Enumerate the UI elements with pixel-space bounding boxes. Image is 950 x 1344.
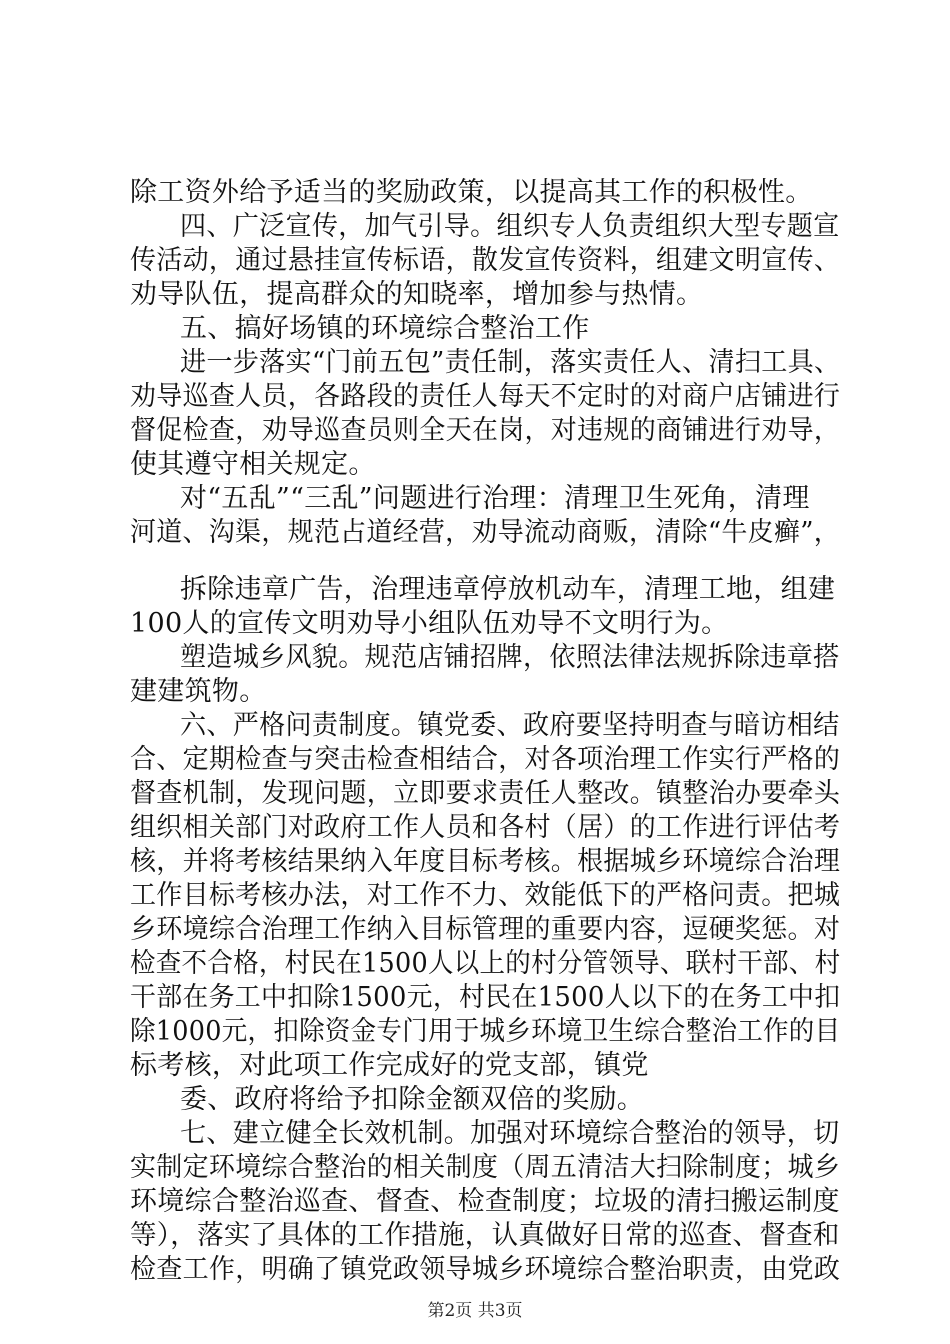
text-line: 实制定环境综合整治的相关制度（周五清洁大扫除制度；城乡	[130, 1152, 841, 1183]
text-line: 标考核，对此项工作完成好的党支部，镇党	[130, 1050, 649, 1081]
text-line: 检查工作，明确了镇党政领导城乡环境综合整治职责，由党政	[130, 1254, 841, 1285]
text-line: 劝导队伍，提高群众的知晓率，增加参与热情。	[130, 279, 704, 310]
text-line: 使其遵守相关规定。	[130, 449, 376, 480]
text-line: 传活动，通过悬挂宣传标语，散发宣传资料，组建文明宣传、	[130, 245, 841, 276]
text-line: 除1000元，扣除资金专门用于城乡环境卫生综合整治工作的目	[130, 1016, 841, 1047]
text-line: 对“五乱”“三乱”问题进行治理：清理卫生死角，清理	[180, 483, 810, 514]
text-line: 等），落实了具体的工作措施，认真做好日常的巡查、督查和	[130, 1220, 840, 1251]
text-line: 四、广泛宣传，加气引导。组织专人负责组织大型专题宣	[180, 211, 840, 242]
text-line: 检查不合格，村民在1500人以上的村分管领导、联村干部、村	[130, 948, 841, 979]
text-line: 进一步落实“门前五包”责任制，落实责任人、清扫工具、	[180, 347, 841, 378]
text-line: 除工资外给予适当的奖励政策，以提高其工作的积极性。	[130, 177, 813, 208]
text-line: 合、定期检查与突击检查相结合，对各项治理工作实行严格的	[130, 744, 841, 775]
text-line: 组织相关部门对政府工作人员和各村（居）的工作进行评估考	[130, 812, 841, 843]
text-line: 环境综合整治巡查、督查、检查制度；垃圾的清扫搬运制度	[130, 1186, 840, 1217]
text-line: 河道、沟渠，规范占道经营，劝导流动商贩，清除“牛皮癣”，	[130, 517, 841, 548]
text-line: 建建筑物。	[130, 676, 267, 707]
text-line: 督查机制，发现问题，立即要求责任人整改。镇整治办要牵头	[130, 778, 841, 809]
text-line: 拆除违章广告，治理违章停放机动车，清理工地，组建	[180, 574, 836, 605]
page-number-footer: 第2页 共3页	[427, 1301, 523, 1321]
text-line: 督促检查，劝导巡查员则全天在岗，对违规的商铺进行劝导，	[130, 415, 841, 446]
section-heading: 五、搞好场镇的环境综合整治工作	[180, 313, 590, 344]
text-line: 干部在务工中扣除1500元，村民在1500人以下的在务工中扣	[130, 982, 841, 1013]
text-line: 100人的宣传文明劝导小组队伍劝导不文明行为。	[130, 608, 729, 639]
text-line: 核，并将考核结果纳入年度目标考核。根据城乡环境综合治理	[130, 846, 841, 877]
text-line: 七、建立健全长效机制。加强对环境综合整治的领导，切	[180, 1118, 840, 1149]
text-line: 塑造城乡风貌。规范店铺招牌，依照法律法规拆除违章搭	[180, 642, 840, 673]
text-line: 劝导巡查人员，各路段的责任人每天不定时的对商户店铺进行	[130, 381, 841, 412]
text-line: 六、严格问责制度。镇党委、政府要坚持明查与暗访相结	[180, 710, 840, 741]
text-line: 乡环境综合治理工作纳入目标管理的重要内容，逗硬奖惩。对	[130, 914, 841, 945]
text-line: 委、政府将给予扣除金额双倍的奖励。	[180, 1084, 645, 1115]
text-line: 工作目标考核办法，对工作不力、效能低下的严格问责。把城	[130, 880, 841, 911]
